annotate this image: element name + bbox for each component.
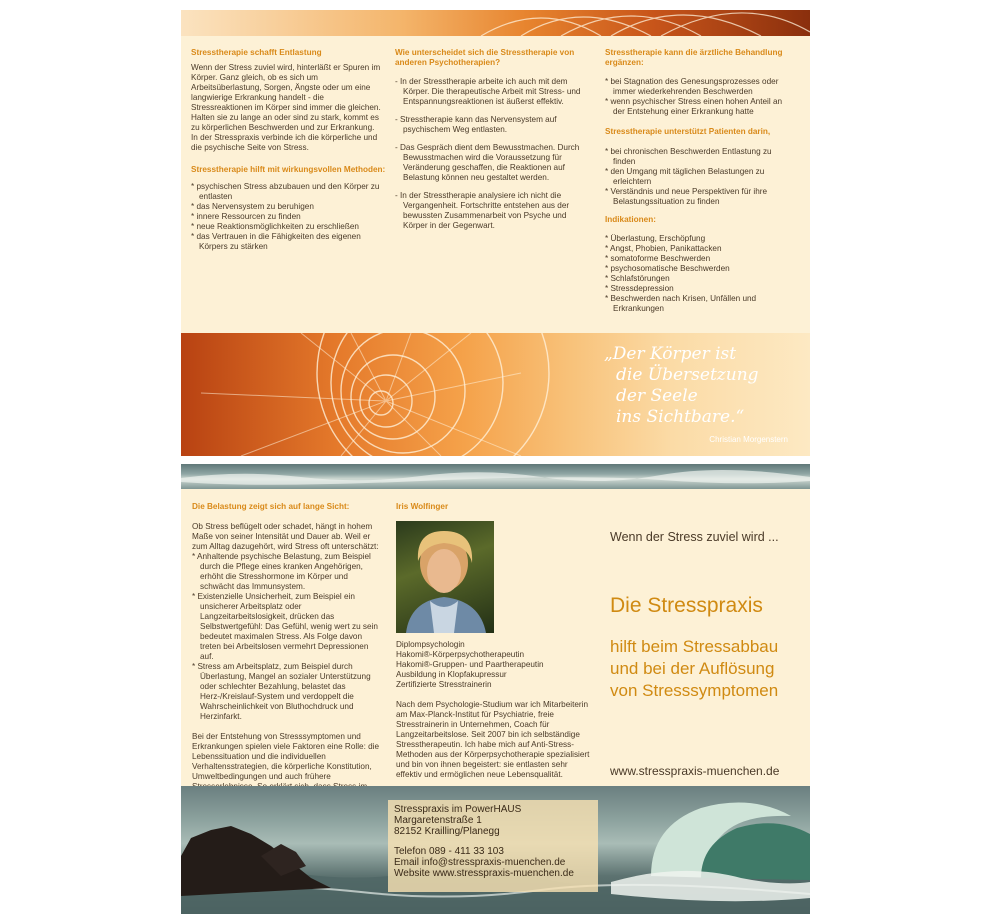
list-item: * Stressdepression bbox=[605, 284, 795, 294]
subtitle-line: und bei der Auflösung bbox=[610, 659, 775, 678]
quote-line: ins Sichtbare.“ bbox=[616, 407, 745, 427]
list-item: * psychosomatische Beschwerden bbox=[605, 264, 795, 274]
heading-entlastung: Stresstherapie schafft Entlastung bbox=[191, 48, 322, 57]
address-street: Margaretenstraße 1 bbox=[394, 815, 482, 826]
list-item: * das Nervensystem zu beruhigen bbox=[191, 202, 386, 212]
sea-image-strip bbox=[181, 464, 810, 489]
quote bbox=[604, 344, 759, 428]
list-item: - Stresstherapie kann das Nervensystem auf psychischem Weg entlasten. bbox=[395, 115, 587, 135]
portrait-graphic bbox=[396, 521, 494, 633]
address-city: 82152 Krailling/Planegg bbox=[394, 826, 500, 837]
list-item: - In der Stresstherapie arbeite ich auch mit dem Körper. Die therapeutische Arbeit mit Stress- und Entspannungsreaktionen ist äußerst effektiv. bbox=[395, 77, 587, 107]
list-indikationen bbox=[605, 234, 795, 314]
column-aerztliche-behandlung bbox=[605, 48, 795, 321]
list-item: * Anhaltende psychische Belastung, zum Beispiel durch die Pflege eines kranken Angehörigen, erhöht die Stresshormone im Körper und schwächt das Immunsystem. bbox=[192, 552, 384, 592]
list-methoden bbox=[191, 182, 386, 252]
quote-line: „Der Körper ist bbox=[604, 344, 737, 364]
heading-belastung: Die Belastung zeigt sich auf lange Sicht: bbox=[192, 502, 350, 511]
list-item: * Überlastung, Erschöpfung bbox=[605, 234, 795, 244]
brochure-outside-panel bbox=[181, 464, 810, 914]
list-unterschiede bbox=[395, 77, 587, 231]
paragraph-faktoren: Bei der Entstehung von Stresssymptomen und Erkrankungen spielen viele Faktoren eine Rolle: die Lebenssituation und die individuellen Verhaltensstrategien, die körperliche Konstitution, Umweltbedingungen und auch frühere bbox=[192, 732, 380, 781]
address-website: Website www.stresspraxis-muenchen.de bbox=[394, 868, 574, 879]
list-item: - In der Stresstherapie analysiere ich nicht die Vergangenheit. Fortschritte entstehen aus der bewussten Zusammenarbeit von Psyche und Körper in der Gegenwart. bbox=[395, 191, 587, 231]
list-item: * Stress am Arbeitsplatz, zum Beispiel durch Überlastung, Mangel an sozialer Unterstützung oder schlechter Bezahlung, belastet das Herz-/Kreislauf-System und verdoppelt die Wahrscheinlichkeit von Bluthochdruck und Herzinfarkt. bbox=[192, 662, 384, 722]
column-belastung bbox=[192, 502, 384, 809]
heading-indikationen: Indikationen: bbox=[605, 215, 656, 224]
quote-line: der Seele bbox=[616, 386, 698, 406]
paragraph-stresspraxis: In der Stresspraxis verbinde ich die körperliche und die psychische Seite von Stress. bbox=[191, 133, 378, 152]
column-iris-wolfinger bbox=[396, 502, 592, 517]
list-item: * Verständnis und neue Perspektiven für ihre Belastungssituation zu finden bbox=[605, 187, 795, 207]
qualification-line: Ausbildung in Klopfakupressur bbox=[396, 670, 507, 679]
list-item: * das Vertrauen in die Fähigkeiten des eigenen Körpers zu stärken bbox=[191, 232, 386, 252]
sea-waves-strip-graphic bbox=[181, 464, 810, 489]
list-item: * bei chronischen Beschwerden Entlastung zu finden bbox=[605, 147, 795, 167]
qualification-line: Hakomi®-Gruppen- und Paartherapeutin bbox=[396, 660, 544, 669]
therapist-bio: Nach dem Psychologie-Studium war ich Mitarbeiterin am Max-Planck-Institut für Psychiatrie, freie Stresstrainerin in Unternehmen, Coach für Langzeitarbeitslose. Seit 2007 bin ich selbständige Stresstherapeutin. Ich habe mich auf Anti-Stress-Methoden aus der Körperpsychotherapie spezialisiert und bin von ihnen begeistert: sie entlasten sehr effektiv und ermöglichen neue Lebensqualität. bbox=[396, 700, 590, 779]
address-name: Stresspraxis im PowerHAUS bbox=[394, 804, 522, 815]
portrait-photo bbox=[396, 521, 494, 633]
qualifications bbox=[396, 640, 592, 690]
subtitle-line: von Stresssymptomen bbox=[610, 681, 779, 700]
heading-methoden: Stresstherapie hilft mit wirkungsvollen Methoden: bbox=[191, 165, 386, 174]
paragraph-intensitaet: Ob Stress beflügelt oder schadet, hängt in hohem Maße von seiner Intensität und Dauer ab. Weil er zum Alltag dazugehört, wird Stress oft unterschätzt: bbox=[192, 522, 379, 551]
list-item: * den Umgang mit täglichen Belastungen zu erleichtern bbox=[605, 167, 795, 187]
cover-title: Die Stresspraxis bbox=[610, 594, 763, 617]
list-belastungen bbox=[192, 552, 384, 722]
address-spacer bbox=[394, 837, 592, 846]
list-item: * Existenzielle Unsicherheit, zum Beispiel ein unsicherer Arbeitsplatz oder Langzeitarbeitslosigkeit, drücken das Selbstwertgefühl: Das Gefühl, wenig wert zu sein bedeutet maximalen Stress. Als Folge davon treten bei Arbeitslosen vermehrt Depressionen auf. bbox=[192, 592, 384, 662]
list-item: * Beschwerden nach Krisen, Unfällen und Erkrankungen bbox=[605, 294, 795, 314]
heading-aerztlich: Stresstherapie kann die ärztliche Behandlung ergänzen: bbox=[605, 48, 783, 67]
cover-tagline: Wenn der Stress zuviel wird ... bbox=[610, 530, 779, 544]
address-email: Email info@stresspraxis-muenchen.de bbox=[394, 857, 566, 868]
heading-patienten: Stresstherapie unterstützt Patienten darin, bbox=[605, 127, 771, 136]
list-item: * wenn psychischer Stress einen hohen Anteil an der Entstehung einer Erkrankung hatte bbox=[605, 97, 795, 117]
brochure-inside-panel bbox=[181, 10, 810, 456]
address-box bbox=[388, 800, 598, 892]
list-item: * bei Stagnation des Genesungsprozesses oder immer wiederkehrenden Beschwerden bbox=[605, 77, 795, 97]
shell-image-strip bbox=[181, 10, 810, 36]
list-ergaenzen bbox=[605, 77, 795, 117]
qualification-line: Zertifizierte Stresstrainerin bbox=[396, 680, 492, 689]
list-item: * innere Ressourcen zu finden bbox=[191, 212, 386, 222]
list-item: * neue Reaktionsmöglichkeiten zu erschließen bbox=[191, 222, 386, 232]
column-stresstherapie-entlastung bbox=[191, 48, 386, 259]
address-phone: Telefon 089 - 411 33 103 bbox=[394, 846, 504, 857]
cover-website: www.stresspraxis-muenchen.de bbox=[610, 764, 780, 778]
list-item: * somatoforme Beschwerden bbox=[605, 254, 795, 264]
heading-unterschied: Wie unterscheidet sich die Stresstherapie von anderen Psychotherapien? bbox=[395, 48, 575, 67]
column-unterschied-psychotherapie bbox=[395, 48, 587, 239]
list-item: * Schlafstörungen bbox=[605, 274, 795, 284]
list-item: * psychischen Stress abzubauen und den Körper zu entlasten bbox=[191, 182, 386, 202]
paragraph-spuren: Wenn der Stress zuviel wird, hinterläßt er Spuren im Körper. Ganz gleich, ob es sich um Arbeitsüberlastung, Sorgen, Ängste oder um eine langwierige Erkrankung handelt - die Stressreaktionen im Körper sind immer die gleichen. Halten sie zu lange an oder sind zu stark, kommt es zu körperlichen Beschwerden und zur Erkrankung. bbox=[191, 63, 381, 132]
list-patienten bbox=[605, 147, 795, 207]
list-item: * Angst, Phobien, Panikattacken bbox=[605, 244, 795, 254]
list-item: - Das Gespräch dient dem Bewusstmachen. Durch Bewusstmachen wird die Voraussetzung für Veränderung geschaffen, die Reaktionen auf Belastung können neu gestaltet werden. bbox=[395, 143, 587, 183]
quote-author: Christian Morgenstern bbox=[709, 435, 788, 444]
quote-line: die Übersetzung bbox=[616, 365, 759, 385]
subtitle-line: hilft beim Stressabbau bbox=[610, 637, 779, 656]
therapist-name: Iris Wolfinger bbox=[396, 502, 449, 511]
qualification-line: Hakomi®-Körperpsychotherapeutin bbox=[396, 650, 524, 659]
qualification-line: Diplompsychologin bbox=[396, 640, 465, 649]
cover-subtitle bbox=[610, 636, 778, 702]
therapist-info bbox=[396, 640, 592, 787]
shell-spiral-strip-graphic bbox=[181, 10, 810, 36]
